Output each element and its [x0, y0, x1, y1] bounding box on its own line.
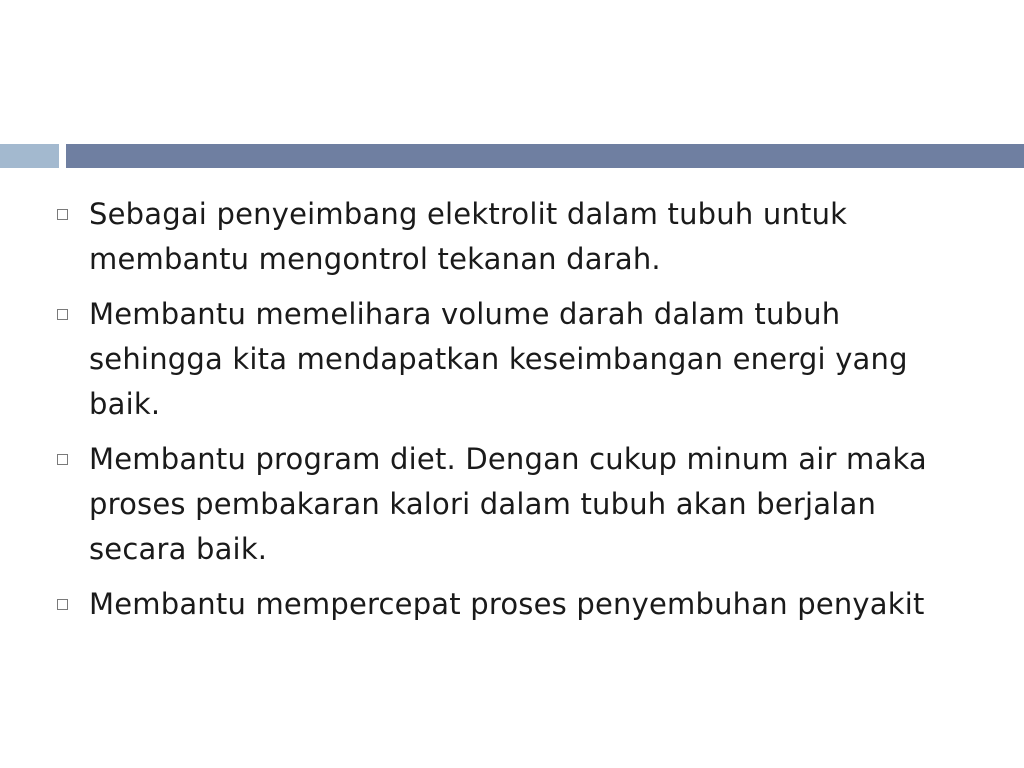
bullet-text: Membantu mempercepat proses penyembuhan penyakit: [89, 587, 925, 621]
header-band-right: [66, 144, 1024, 168]
bullet-item: [0, 437, 1024, 572]
header-band-left: [0, 144, 59, 168]
square-bullet-icon: [57, 599, 68, 610]
bullet-text: Sebagai penyeimbang elektrolit dalam tubuh untuk membantu mengontrol tekanan darah.: [89, 197, 848, 276]
bullet-text: Membantu program diet. Dengan cukup minum air maka proses pembakaran kalori dalam tubuh akan berjalan secara baik.: [89, 442, 927, 566]
bullet-item: [0, 292, 1024, 427]
square-bullet-icon: [57, 209, 68, 220]
bullet-list: [0, 192, 1024, 637]
square-bullet-icon: [57, 454, 68, 465]
bullet-item: [0, 582, 1024, 627]
bullet-item: [0, 192, 1024, 282]
square-bullet-icon: [57, 309, 68, 320]
bullet-text: Membantu memelihara volume darah dalam tubuh sehingga kita mendapatkan keseimbangan energi yang baik.: [89, 297, 908, 421]
